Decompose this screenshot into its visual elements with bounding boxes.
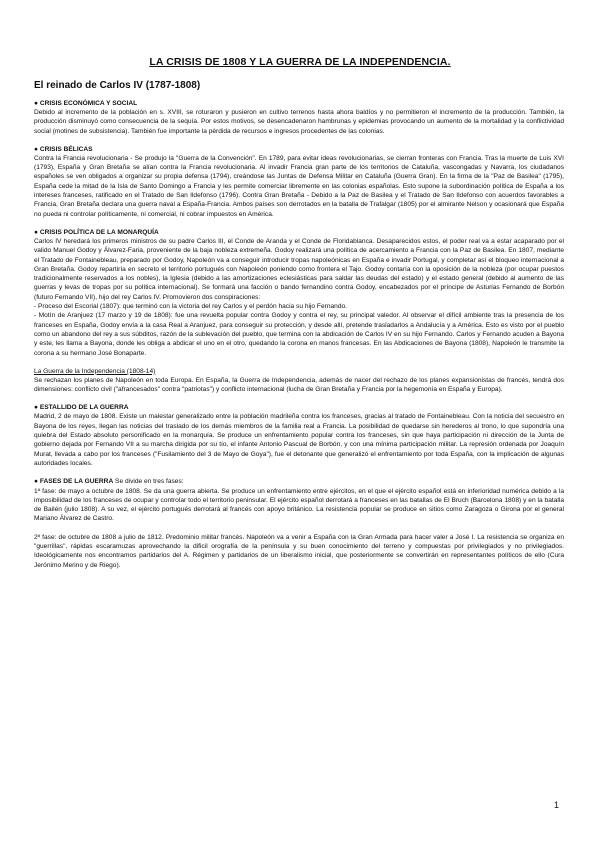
crisis-belicas-text: Contra la Francia revolucionaria - Se produjo la "Guerra de la Convención". En 1789, para evitar ideas revolucionarias, se cierran fronteras con Francia. Tras la muerte de Luis XVI (1793), España y Gran Bretaña se alían contra la Francia revolucionaria. Al invadir Francia gran parte de los territorios de Cataluña, vascongadas y Navarra, los ciudadanos españoles se ven obligados a organizar su propia defensa (1794), creándose las Juntas de Defensa Militar en Cataluña (Guerra Gran). En la firma de la "Paz de Basilea" (1795), España cede la mitad de la Isla de Santo Domingo a Francia y les permite comerciar libremente en las colonias españolas. Esto supone la subordinación política de España a los intereses franceses, ratificado en el Tratado de San Ildefonso (1796). Contra Gran Bretaña - Debido a la Paz de Basilea y el Tratado de San Ildefonso con acuerdos favorables a Francia, Gran Bretaña declara una guerra naval a España-Francia. Ambos países son derrotados en la batalla de Trafalgar (1805) por el almirante Nelson y ocasionará que España no pueda ni controlar políticamente, ni comercial, ni cobrar impuestos en América. — [34, 154, 564, 218]
crisis-belicas-heading: ● CRISIS BÉLICAS — [34, 145, 93, 153]
page-number: 1 — [554, 800, 560, 810]
document-body — [34, 74, 564, 570]
guerra-independencia-text: Se rechazan los planes de Napoleón en toda Europa. En España, la Guerra de Independencia, además de nacer del rechazo de los planes expansionistas de francés, tendrá dos dimensiones: conflicto civil ("afrancesados" contra "patriotas") y conflicto internacional (lucha de Gran Bretaña y Francia por la hegemonía en España y Europa). — [34, 376, 564, 394]
crisis-economica-text: Debido al incremento de la población en s. XVIII, se roturaron y pusieron en cultivo terrenos hasta ahora baldíos y no permitieron el incremento de la producción. También, la producción disminuyó como consecuencia de la sequía. Por estos motivos, se desencadenaron hambrunas y epidemias provocando un aumento de la mortalidad y la conflictividad social (motines de subsistencia). También fue importante la pérdida de recursos e ingresos procedentes de las colonias. — [34, 109, 564, 135]
estallido-text: Madrid, 2 de mayo de 1808. Existe un malestar generalizado entre la población madrileña contra los franceses, gracias al tratado de Fontainebleau. Con la noticia del secuestro en Bayona de los reyes, llegan las noticias del traslado de los demás miembros de la familia real a Francia. La posibilidad de quedarse sin herederos al trono, lo que supondría una quiebra del Estado absoluto personificado en la monarquía. Se produce un enfrentamiento popular contra los franceses, sin que haya participación ni dirección de la Junta de gobierno dejada por Fernando VII a su marcha dirigida por su tío, el infante Antonio Pascual de Borbón, y con una mínima participación militar. La represión ordenada por Joaquín Murat, llevada a cabo por los franceses ("Fusilamiento del 3 de Mayo de Goya"), fue el detonante que generalizó el enfrentamiento por toda España, con la implicación de algunas autoridades locales. — [34, 413, 564, 467]
fases-heading-tail: Se divide en tres fases: — [113, 478, 184, 486]
conspiracion-aranjuez: - Motín de Aranjuez (17 marzo y 19 de 1808): fue una revuelta popular contra Godoy y contra el rey, su principal valedor. Al observar el difícil ambiente tras la presencia de los franceses en España, Godoy envía a la casa Real a Aranjuez, para conseguir su protección, y desde allí, pretende trasladarlos a Andalucía y a América. Esto es visto por el pueblo como un abandono del rey a sus súbditos, razón de la sublevación del pueblo, que termina con la abdicación de Carlos IV en su hijo Fernando. Carlos y Fernando acuden a Bayona y este, les llama a Bayona, donde les obliga a abdicar el uno en el otro, quedando la corona en manos francesas. En las Abdicaciones de Bayona (1808), Napoleón le transmite la corona a su hermano José Bonaparte. — [34, 312, 564, 357]
crisis-politica-heading: ● CRISIS POLÍTICA DE LA MONARQUÍA — [34, 228, 159, 236]
fases-heading: ● FASES DE LA GUERRA — [34, 478, 114, 486]
document-title: LA CRISIS DE 1808 Y LA GUERRA DE LA INDEPENDENCIA. — [149, 56, 451, 68]
fase-2-text: 2ª fase: de octubre de 1808 a julio de 1812. Predominio militar francés. Napoleón va a venir a España con la Gran Armada para hacer valer a José I. La resistencia se organiza en "guerrillas", rápidas escaramuzas aprovechando la dificil orografía de la península y su buen conocimiento del terreno y compuestas por privilegiados y no privilegiados. Ideológicamente nos encontramos partidarios del A. Régimen y partidarios de un liberalismo inicial, que posteriormente se convertirán en representantes políticos de ello (Cura Jerónimo Merino y de Riego). — [34, 533, 564, 569]
guerra-independencia-heading: La Guerra de la Independencia (1808-14) — [34, 367, 156, 375]
estallido-heading: ● ESTALLIDO DE LA GUERRA — [34, 404, 129, 412]
crisis-economica-heading: ● CRISIS ECONÓMICA Y SOCIAL — [34, 100, 138, 107]
fases-heading-line — [34, 477, 564, 486]
crisis-politica-text: Carlos IV heredará los primeros ministros de su padre Carlos III, el Conde de Aranda y el Conde de Floridablanca. Desaparecidos estos, el poder real va a estar acaparado por el valido Manuel Godoy y Álvarez-Faria, proveniente de la baja nobleza extremeña. Godoy realizará una política de acercamiento a Francia con la Paz de Basilea. En 1807, mediante el Tratado de Fontainebleau, preparado por Godoy, Napoleón va a conseguir introducir tropas napoleónicas en España e invadir Portugal, y completar así el bloqueo internacional a Gran Bretaña. Godoy repartiría en secreto el territorio portugués con Napoleón poniendo como frontera el Tajo. Godoy contaría con la oposición de la nobleza (por ocupar puestos tradicionalmente reservados a los nobles), la Iglesia (debido a las amortizaciones eclesiásticas para saldar las deudas del estado) y el estado general (debido al aumento de las guerras y levas de tropas por su política internacional). Se formará una facción o bando fernandino contra Godoy, encabezados por el príncipe de Asturias Fernando de Borbón (futuro Fernando VII), hijo del rey Carlos IV. Promovieron dos conspiraciones: — [34, 237, 564, 301]
conspiracion-escorial: - Proceso del Escorial (1807): que terminó con la victoria del rey Carlos y el perdón hacia su hijo Fernando. — [34, 303, 347, 311]
reinado-heading: El reinado de Carlos IV (1787-1808) — [34, 80, 201, 91]
fase-1-text: 1ª fase: de mayo a octubre de 1808. Se da una guerra abierta. Se produce un enfrentamiento entre ejércitos, en el que el ejército español está en inferioridad numérica debido a la imposibilidad de los franceses de ocupar y controlar todo el territorio peninsular. El ejército español derrotará a franceses en las batallas de El Bruch (Barcelona 1808) y en la batalla de Bailén (julio 1808). A su vez, el ejército portugués derrotará al francés con apoyo británico. La resistencia popular se produce en sitios como Zaragoza o Girona por el general Mariano Álvarez de Castro. — [34, 487, 564, 523]
